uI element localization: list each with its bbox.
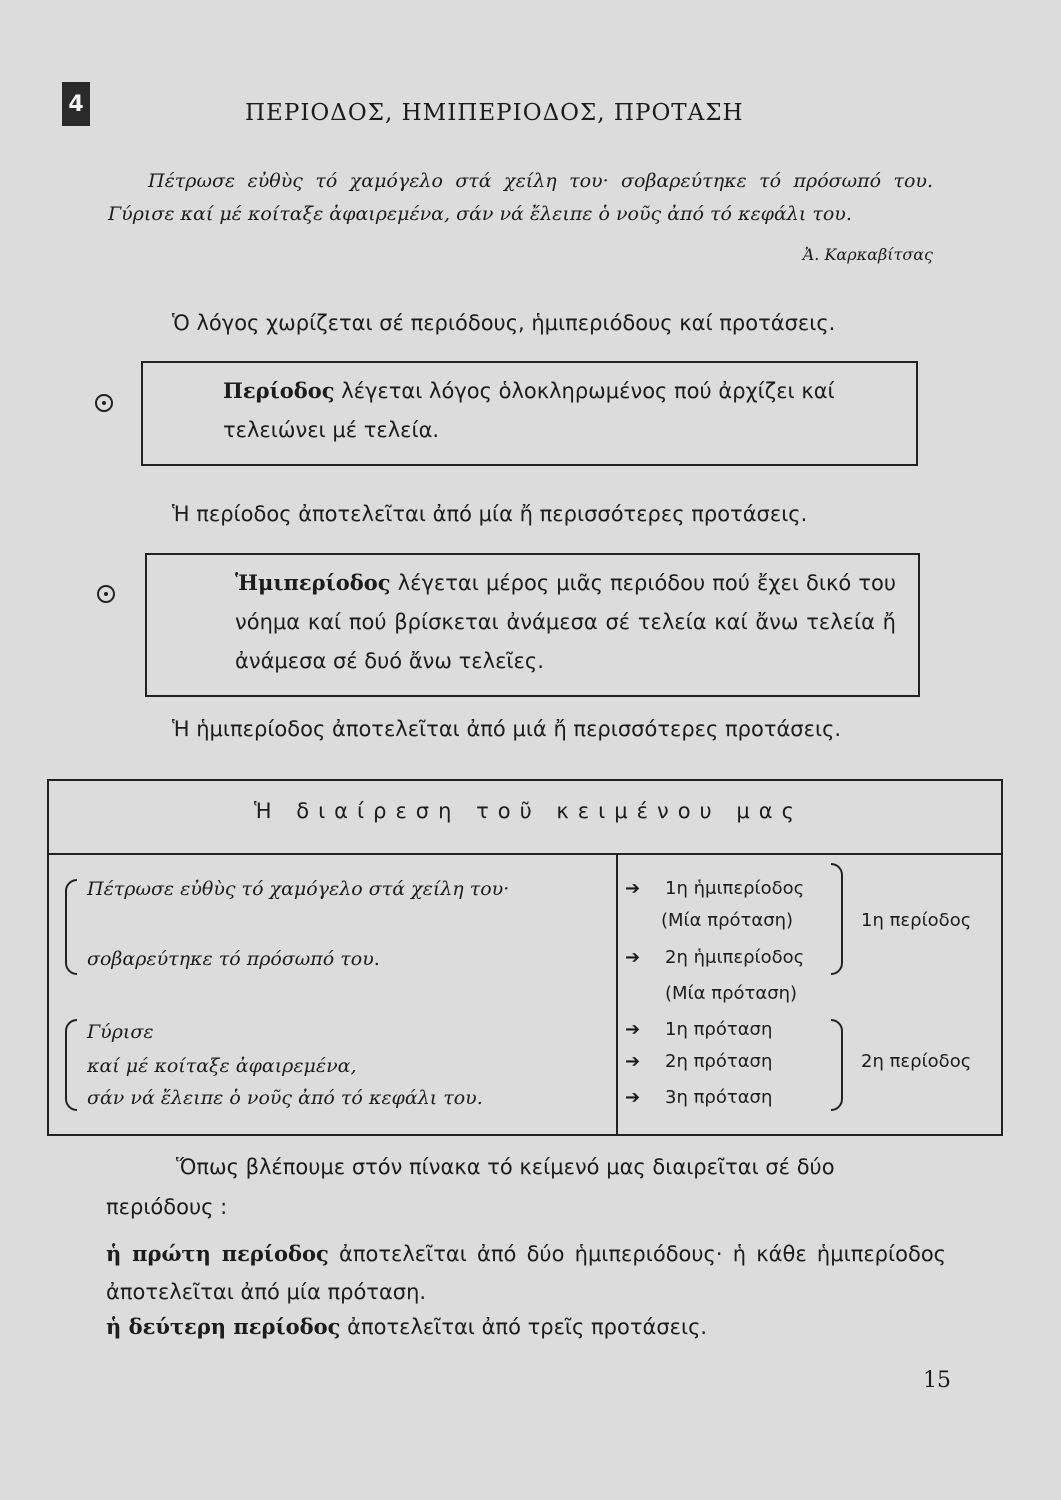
arrow-icon: ➔: [625, 947, 641, 968]
arrow-icon: ➔: [625, 1019, 641, 1040]
quote-author: Ἀ. Καρκαβίτσας: [802, 245, 933, 264]
definition-term: Περίοδος: [223, 378, 335, 403]
division-table: [47, 779, 1003, 1136]
table-right-line: 1η ἡμιπερίοδος: [665, 878, 805, 899]
conclusion-first: [106, 1235, 946, 1311]
table-left-line: Πέτρωσε εὐθὺς τό χαμόγελο στά χείλη του·: [87, 878, 510, 900]
right-brace: [831, 863, 843, 975]
arrow-icon: ➔: [625, 1051, 641, 1072]
arrow-icon: ➔: [625, 878, 641, 899]
page-number: 15: [923, 1368, 951, 1393]
right-brace: [831, 1019, 843, 1111]
table-right-line: 3η πρόταση: [665, 1087, 773, 1108]
table-right-line: 2η πρόταση: [665, 1051, 773, 1072]
definition-text: λέγεται λόγος ὁλοκληρωμένος πού ἀρχίζει καί τελειώνει μέ τελεία.: [223, 379, 835, 442]
conclusion-intro: Ὅπως βλέπουμε στόν πίνακα τό κείμενό μας διαιρεῖται σέ δύο περιόδους :: [106, 1155, 835, 1219]
conclusion-text: ἀποτελεῖται ἀπό δύο ἡμιπεριόδους· ἡ κάθε ἡμιπερίοδος ἀποτελεῖται ἀπό μία πρόταση.: [106, 1242, 946, 1304]
table-right-line: (Μία πρόταση): [661, 910, 794, 931]
chapter-badge: 4: [62, 82, 90, 126]
conclusion-term: ἡ πρώτη περίοδος: [106, 1241, 329, 1266]
bullet-circle-icon: [95, 394, 113, 412]
arrow-icon: ➔: [625, 1087, 641, 1108]
table-left-line: Γύρισε: [87, 1021, 154, 1043]
table-divider: [616, 855, 618, 1136]
table-left-line: σάν νά ἔλειπε ὁ νοῦς ἀπό τό κεφάλι του.: [87, 1087, 483, 1109]
definition-text: λέγεται μέρος μιᾶς περιόδου πού ἔχει δικό του νόημα καί πού βρίσκεται ἀνάμεσα σέ τελεία καί ἄνω τελεία ἤ ἀνάμεσα σέ δυό ἄνω τελεῖες.: [235, 571, 896, 673]
table-left-line: καί μέ κοίταξε ἀφαιρεμένα,: [87, 1055, 357, 1077]
conclusion-term: ἡ δεύτερη περίοδος: [106, 1314, 341, 1339]
definition-box-period: [141, 361, 918, 466]
conclusion-text: ἀποτελεῖται ἀπό τρεῖς προτάσεις.: [340, 1315, 708, 1339]
period-label: 1η περίοδος: [861, 910, 972, 931]
definition-box-semiperiod: [145, 553, 920, 697]
intro-text: Ὁ λόγος χωρίζεται σέ περιόδους, ἡμιπεριόδους καί προτάσεις.: [172, 311, 836, 335]
table-left-line: σοβαρεύτηκε τό πρόσωπό του.: [87, 948, 380, 970]
definition-term: Ἡμιπερίοδος: [235, 570, 391, 595]
page-title: ΠΕΡΙΟΔΟΣ, ΗΜΙΠΕΡΙΟΔΟΣ, ΠΡΟΤΑΣΗ: [245, 100, 744, 126]
bullet-circle-icon: [97, 585, 115, 603]
table-right-line: (Μία πρόταση): [665, 983, 798, 1004]
literary-quote: Πέτρωσε εὐθὺς τό χαμόγελο στά χείλη του· σοβαρεύτηκε τό πρόσωπό του. Γύρισε καί μέ κοίταξε ἀφαιρεμένα, σάν νά ἔλειπε ὁ νοῦς ἀπό τό κεφάλι του.: [108, 170, 933, 225]
conclusion-second: [106, 1308, 946, 1346]
left-brace: [65, 1019, 77, 1111]
table-right-line: 1η πρόταση: [665, 1019, 773, 1040]
statement-semiperiod: Ἡ ἡμιπερίοδος ἀποτελεῖται ἀπό μιά ἤ περισσότερες προτάσεις.: [172, 717, 842, 741]
left-brace: [65, 879, 77, 975]
statement-period: Ἡ περίοδος ἀποτελεῖται ἀπό μία ἤ περισσότερες προτάσεις.: [172, 502, 808, 526]
table-right-line: 2η ἡμιπερίοδος: [665, 947, 805, 968]
table-header: Ἡ διαίρεση τοῦ κειμένου μας: [49, 781, 1001, 855]
period-label: 2η περίοδος: [861, 1051, 972, 1072]
